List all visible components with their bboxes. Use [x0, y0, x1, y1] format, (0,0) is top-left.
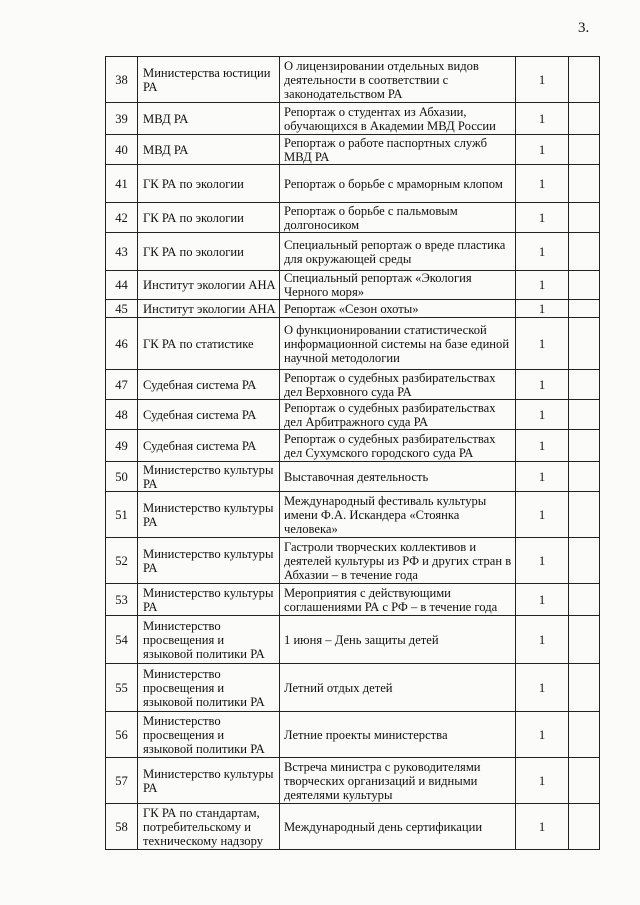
organization-cell: Министерства юстиции РА — [138, 57, 280, 103]
table-row — [106, 300, 600, 318]
event-cell: Специальный репортаж о вреде пластика для окружающей среды — [280, 233, 516, 271]
organization-cell: Институт экологии АНА — [138, 271, 280, 300]
count-cell: 1 — [516, 165, 569, 203]
empty-cell — [569, 430, 600, 462]
count-cell: 1 — [516, 712, 569, 758]
organization-cell: Судебная система РА — [138, 370, 280, 400]
row-number: 41 — [106, 165, 138, 203]
table-row — [106, 57, 600, 103]
empty-cell — [569, 462, 600, 492]
media-plan-table — [105, 56, 600, 850]
empty-cell — [569, 103, 600, 135]
empty-cell — [569, 135, 600, 165]
empty-cell — [569, 492, 600, 538]
empty-cell — [569, 271, 600, 300]
count-cell: 1 — [516, 584, 569, 616]
row-number: 58 — [106, 804, 138, 850]
organization-cell: Институт экологии АНА — [138, 300, 280, 318]
row-number: 43 — [106, 233, 138, 271]
count-cell: 1 — [516, 300, 569, 318]
count-cell: 1 — [516, 233, 569, 271]
event-cell: Специальный репортаж «Экология Черного моря» — [280, 271, 516, 300]
event-cell: Репортаж «Сезон охоты» — [280, 300, 516, 318]
row-number: 52 — [106, 538, 138, 584]
empty-cell — [569, 400, 600, 430]
empty-cell — [569, 616, 600, 664]
count-cell: 1 — [516, 462, 569, 492]
count-cell: 1 — [516, 271, 569, 300]
event-cell: Репортаж о судебных разбирательствах дел Арбитражного суда РА — [280, 400, 516, 430]
table-row — [106, 492, 600, 538]
organization-cell: Судебная система РА — [138, 430, 280, 462]
table-row — [106, 135, 600, 165]
empty-cell — [569, 712, 600, 758]
organization-cell: Министерство культуры РА — [138, 492, 280, 538]
event-cell: Репортаж о студентах из Абхазии, обучающихся в Академии МВД России — [280, 103, 516, 135]
empty-cell — [569, 758, 600, 804]
row-number: 50 — [106, 462, 138, 492]
row-number: 57 — [106, 758, 138, 804]
count-cell: 1 — [516, 103, 569, 135]
empty-cell — [569, 370, 600, 400]
organization-cell: Министерство культуры РА — [138, 538, 280, 584]
event-cell: Репортаж о судебных разбирательствах дел Сухумского городского суда РА — [280, 430, 516, 462]
table-row — [106, 233, 600, 271]
count-cell: 1 — [516, 318, 569, 370]
organization-cell: ГК РА по статистике — [138, 318, 280, 370]
row-number: 46 — [106, 318, 138, 370]
event-cell: Международный день сертификации — [280, 804, 516, 850]
count-cell: 1 — [516, 664, 569, 712]
table-row — [106, 804, 600, 850]
event-cell: 1 июня – День защиты детей — [280, 616, 516, 664]
organization-cell: Министерство просвещения и языковой политики РА — [138, 616, 280, 664]
row-number: 42 — [106, 203, 138, 233]
organization-cell: Министерство культуры РА — [138, 758, 280, 804]
organization-cell: ГК РА по экологии — [138, 165, 280, 203]
organization-cell: ГК РА по стандартам, потребительскому и техническому надзору — [138, 804, 280, 850]
event-cell: Репортаж о борьбе с пальмовым долгоносиком — [280, 203, 516, 233]
event-cell: Репортаж о борьбе с мраморным клопом — [280, 165, 516, 203]
count-cell: 1 — [516, 57, 569, 103]
row-number: 49 — [106, 430, 138, 462]
table-row — [106, 318, 600, 370]
event-cell: Гастроли творческих коллективов и деятелей культуры из РФ и других стран в Абхазии – в течение года — [280, 538, 516, 584]
empty-cell — [569, 538, 600, 584]
count-cell: 1 — [516, 203, 569, 233]
event-cell: Летние проекты министерства — [280, 712, 516, 758]
organization-cell: ГК РА по экологии — [138, 233, 280, 271]
organization-cell: МВД РА — [138, 103, 280, 135]
event-cell: Встреча министра с руководителями творческих организаций и видными деятелями культуры — [280, 758, 516, 804]
page-number: 3. — [578, 20, 590, 36]
row-number: 38 — [106, 57, 138, 103]
row-number: 45 — [106, 300, 138, 318]
event-cell: Репортаж о судебных разбирательствах дел Верховного суда РА — [280, 370, 516, 400]
event-cell: О лицензировании отдельных видов деятельности в соответствии с законодательством РА — [280, 57, 516, 103]
table-row — [106, 203, 600, 233]
table-row — [106, 430, 600, 462]
empty-cell — [569, 57, 600, 103]
row-number: 47 — [106, 370, 138, 400]
row-number: 51 — [106, 492, 138, 538]
table-row — [106, 538, 600, 584]
organization-cell: Министерство культуры РА — [138, 462, 280, 492]
empty-cell — [569, 233, 600, 271]
organization-cell: Судебная система РА — [138, 400, 280, 430]
table-row — [106, 400, 600, 430]
empty-cell — [569, 584, 600, 616]
table-row — [106, 103, 600, 135]
count-cell: 1 — [516, 616, 569, 664]
organization-cell: Министерство культуры РА — [138, 584, 280, 616]
event-cell: Международный фестиваль культуры имени Ф.А. Искандера «Стоянка человека» — [280, 492, 516, 538]
empty-cell — [569, 300, 600, 318]
count-cell: 1 — [516, 400, 569, 430]
empty-cell — [569, 203, 600, 233]
event-cell: Мероприятия с действующими соглашениями РА с РФ – в течение года — [280, 584, 516, 616]
row-number: 40 — [106, 135, 138, 165]
count-cell: 1 — [516, 758, 569, 804]
row-number: 48 — [106, 400, 138, 430]
organization-cell: ГК РА по экологии — [138, 203, 280, 233]
event-cell: Репортаж о работе паспортных служб МВД РА — [280, 135, 516, 165]
row-number: 55 — [106, 664, 138, 712]
count-cell: 1 — [516, 370, 569, 400]
row-number: 53 — [106, 584, 138, 616]
row-number: 39 — [106, 103, 138, 135]
count-cell: 1 — [516, 538, 569, 584]
empty-cell — [569, 664, 600, 712]
event-cell: Выставочная деятельность — [280, 462, 516, 492]
event-cell: О функционировании статистической информационной системы на базе единой научной методологии — [280, 318, 516, 370]
row-number: 44 — [106, 271, 138, 300]
row-number: 56 — [106, 712, 138, 758]
count-cell: 1 — [516, 430, 569, 462]
count-cell: 1 — [516, 492, 569, 538]
table-row — [106, 462, 600, 492]
event-cell: Летний отдых детей — [280, 664, 516, 712]
row-number: 54 — [106, 616, 138, 664]
count-cell: 1 — [516, 135, 569, 165]
count-cell: 1 — [516, 804, 569, 850]
organization-cell: Министерство просвещения и языковой политики РА — [138, 712, 280, 758]
table-row — [106, 758, 600, 804]
table-row — [106, 664, 600, 712]
table-row — [106, 370, 600, 400]
table-row — [106, 616, 600, 664]
empty-cell — [569, 318, 600, 370]
table-row — [106, 271, 600, 300]
organization-cell: Министерство просвещения и языковой политики РА — [138, 664, 280, 712]
table-body — [106, 57, 600, 850]
table-row — [106, 165, 600, 203]
table-row — [106, 712, 600, 758]
empty-cell — [569, 804, 600, 850]
organization-cell: МВД РА — [138, 135, 280, 165]
empty-cell — [569, 165, 600, 203]
table-row — [106, 584, 600, 616]
